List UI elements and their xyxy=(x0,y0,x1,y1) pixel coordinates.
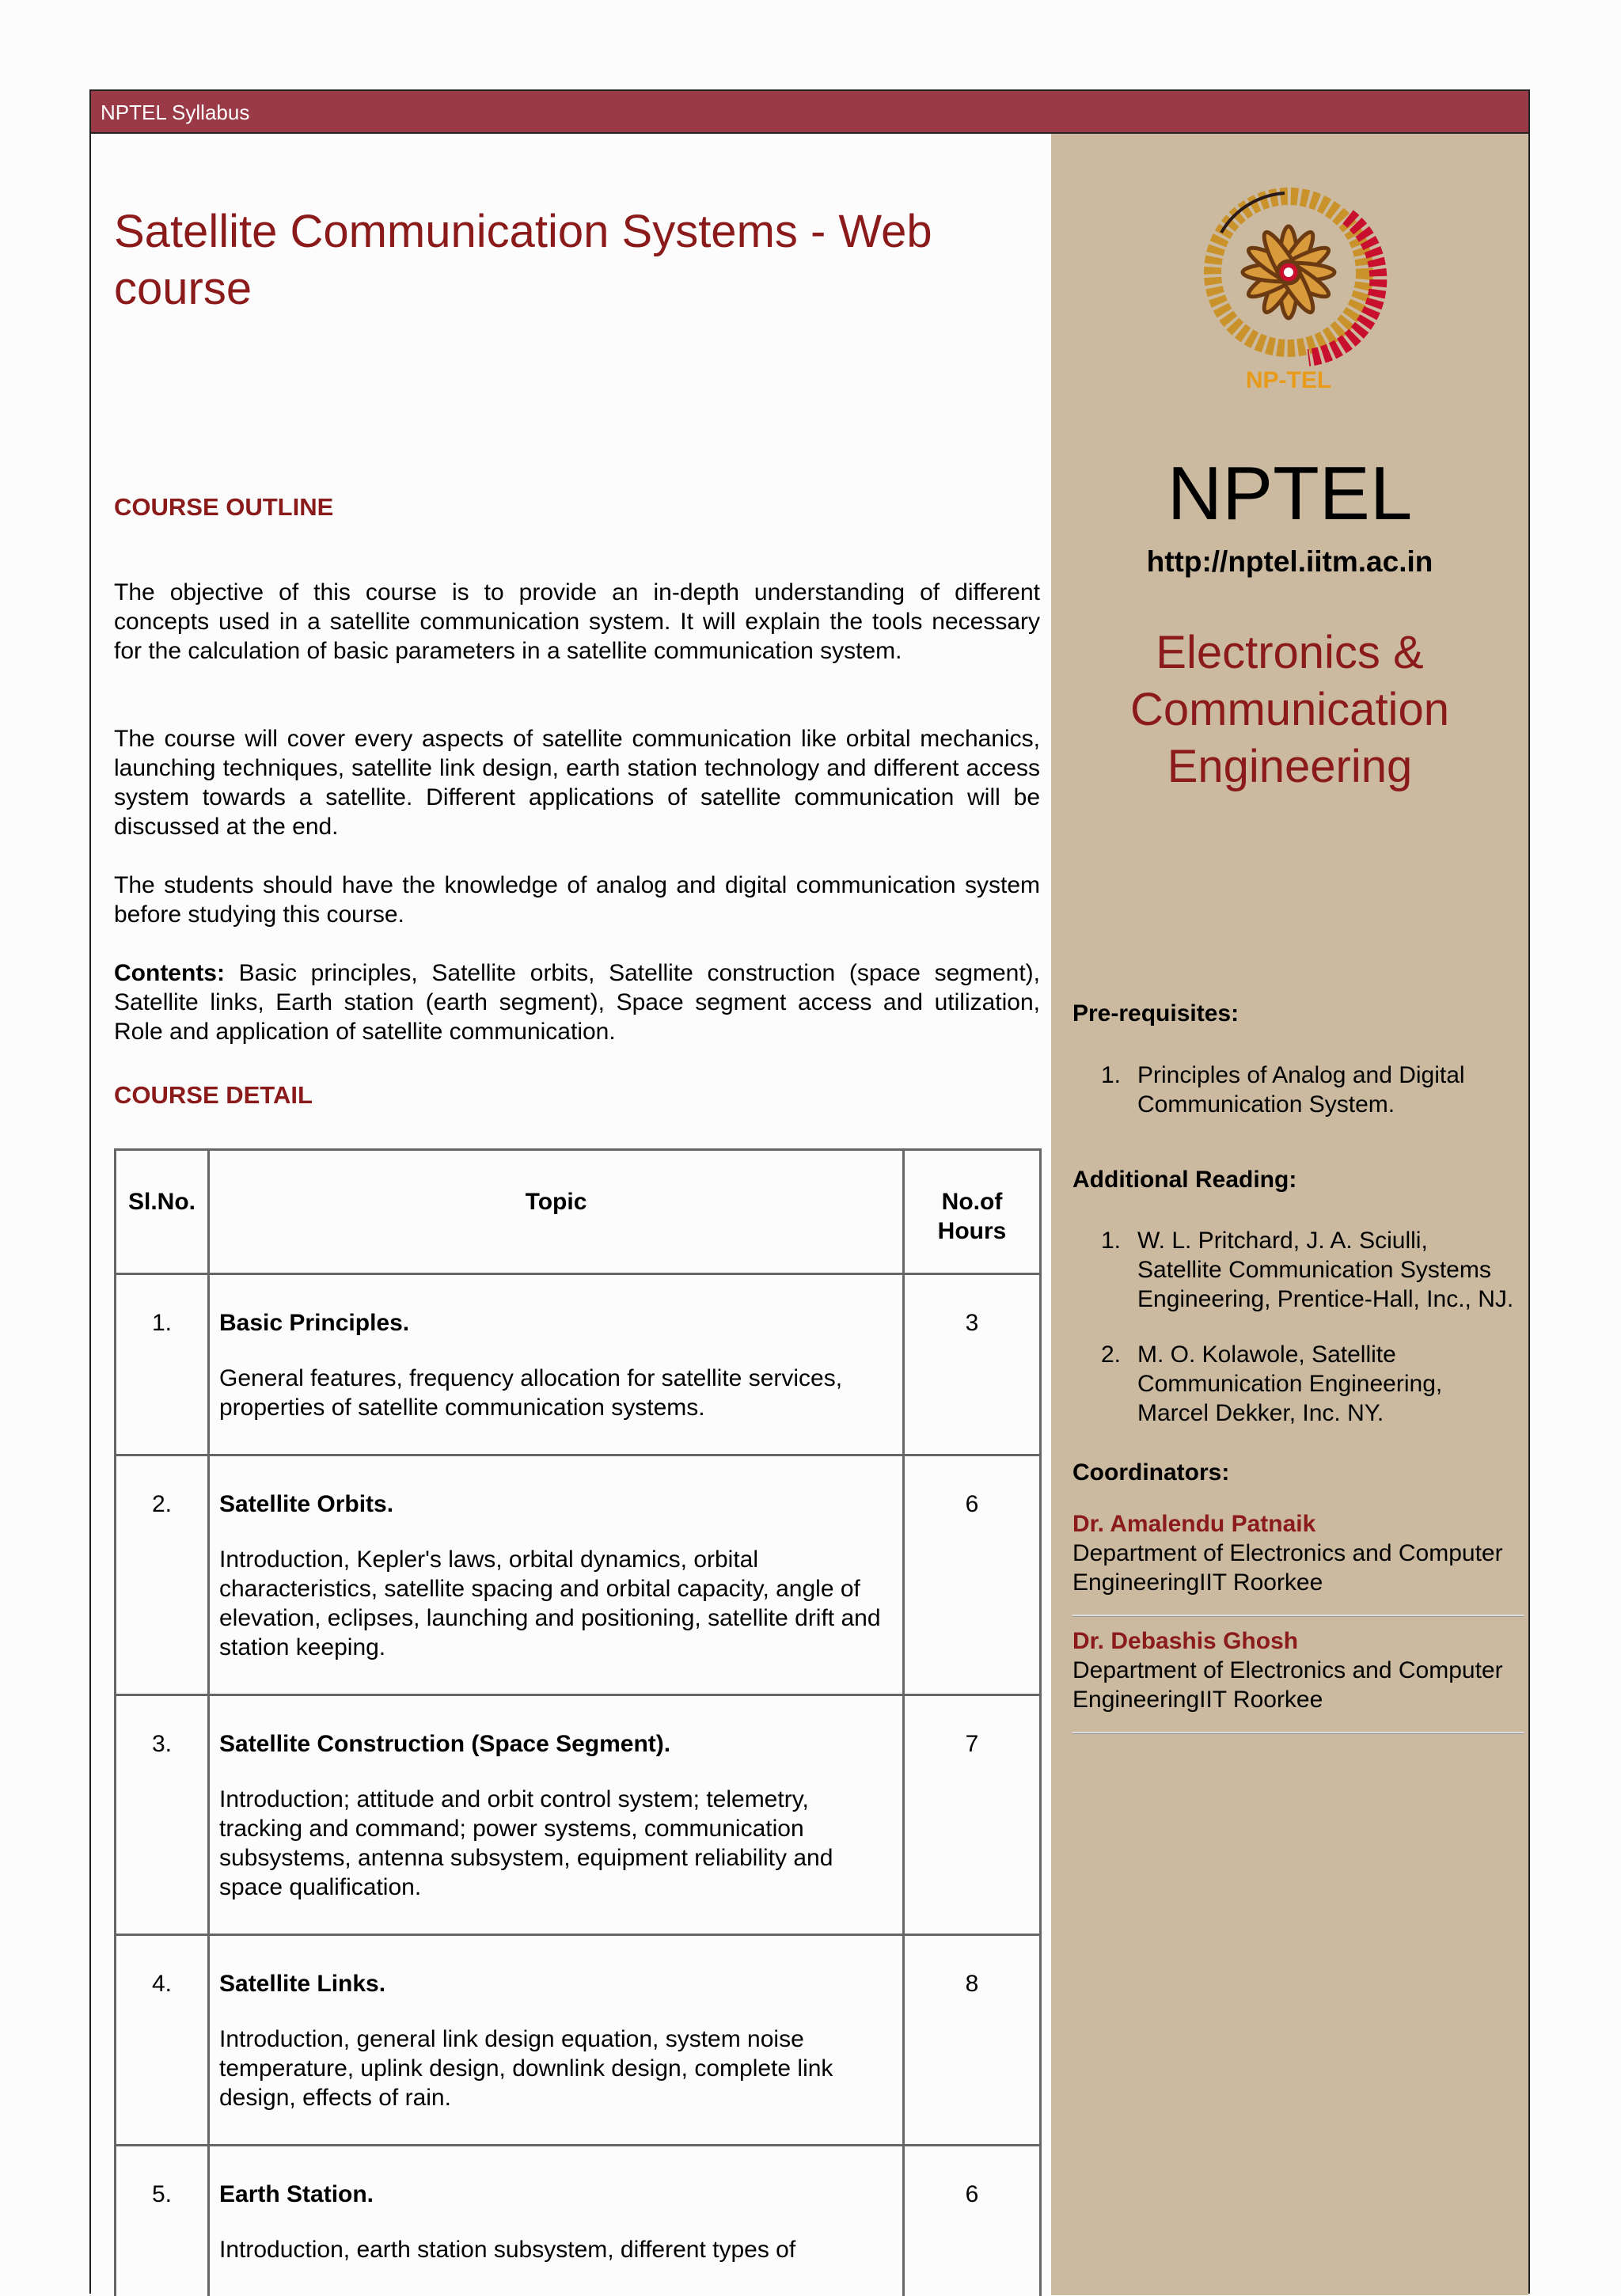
contents-paragraph xyxy=(114,958,1040,1046)
table-row xyxy=(116,1274,1041,1455)
topic-description: Introduction; attitude and orbit control system; telemetry, tracking and command; power systems, communication subsystems, antenna subsystem, equipment reliability and space qualification. xyxy=(219,1785,893,1902)
outline-paragraph: The students should have the knowledge of analog and digital communication system before studying this course. xyxy=(114,871,1040,929)
topic-title: Basic Principles. xyxy=(219,1308,893,1338)
header-hours: No.of Hours xyxy=(904,1150,1041,1274)
topic-description: Introduction, Kepler's laws, orbital dynamics, orbital characteristics, satellite spacing and orbital capacity, angle of elevation, eclipses, launching and positioning, satellite drift and station keeping. xyxy=(219,1545,893,1662)
additional-reading-list xyxy=(1072,1226,1516,1454)
topic-title: Satellite Construction (Space Segment). xyxy=(219,1729,893,1759)
row-sl-no: 4. xyxy=(116,1935,209,2146)
coordinator-department: Department of Electronics and Computer EngineeringIIT Roorkee xyxy=(1072,1656,1524,1714)
department-name: Electronics & Communication Engineering xyxy=(1051,624,1528,795)
contents-label: Contents: xyxy=(114,960,225,986)
row-hours: 3 xyxy=(904,1274,1041,1455)
org-url-link[interactable]: http://nptel.iitm.ac.in xyxy=(1051,545,1528,579)
topic-title: Satellite Links. xyxy=(219,1969,893,1998)
row-sl-no: 2. xyxy=(116,1455,209,1695)
row-sl-no: 5. xyxy=(116,2146,209,2296)
outline-paragraph: The course will cover every aspects of satellite communication like orbital mechanics, launching techniques, satellite link design, earth station technology and different access system towards a satellite. Different applications of satellite communication will be discussed at the end. xyxy=(114,724,1040,841)
nptel-logo-icon xyxy=(1190,185,1403,391)
outline-paragraph: The objective of this course is to provide an in-depth understanding of different concepts used in a satellite communication system. It will explain the tools necessary for the calculation of basic parameters in a satellite communication system. xyxy=(114,578,1040,666)
org-name: NPTEL xyxy=(1051,450,1528,537)
topic-description: Introduction, general link design equation, system noise temperature, uplink design, downlink design, complete link design, effects of rain. xyxy=(219,2025,893,2112)
header-topic: Topic xyxy=(209,1150,904,1274)
row-hours: 6 xyxy=(904,2146,1041,2296)
row-topic xyxy=(209,1935,904,2146)
contents-text: Basic principles, Satellite orbits, Satellite construction (space segment), Satellite links, Earth station (earth segment), Space segment access and utilization, Role and application of satellite communication. xyxy=(114,960,1040,1045)
topic-title: Satellite Orbits. xyxy=(219,1490,893,1519)
divider xyxy=(1072,1732,1524,1734)
topic-title: Earth Station. xyxy=(219,2180,893,2209)
list-number: 1. xyxy=(1101,1061,1121,1090)
table-row xyxy=(116,1935,1041,2146)
coordinator-name[interactable]: Dr. Debashis Ghosh xyxy=(1072,1626,1524,1656)
list-item xyxy=(1072,1226,1516,1314)
list-text: Principles of Analog and Digital Communication System. xyxy=(1137,1062,1465,1118)
row-topic xyxy=(209,1455,904,1695)
course-title: Satellite Communication Systems - Web course xyxy=(114,203,1048,317)
coordinator-department: Department of Electronics and Computer EngineeringIIT Roorkee xyxy=(1072,1539,1524,1597)
additional-reading-heading: Additional Reading: xyxy=(1072,1167,1296,1194)
list-number: 1. xyxy=(1101,1226,1121,1255)
list-text: M. O. Kolawole, Satellite Communication Engineering, Marcel Dekker, Inc. NY. xyxy=(1137,1342,1442,1426)
prerequisites-list xyxy=(1072,1061,1516,1145)
divider xyxy=(1072,1615,1524,1617)
row-hours: 6 xyxy=(904,1455,1041,1695)
course-detail-table xyxy=(114,1148,1042,2296)
row-topic xyxy=(209,2146,904,2296)
logo-text: NP-TEL xyxy=(1246,367,1331,391)
table-row xyxy=(116,1455,1041,1695)
row-hours: 7 xyxy=(904,1695,1041,1935)
header-sl-no: Sl.No. xyxy=(116,1150,209,1274)
table-row xyxy=(116,1695,1041,1935)
row-topic xyxy=(209,1695,904,1935)
coordinator-entry xyxy=(1072,1626,1524,1714)
coordinator-entry xyxy=(1072,1509,1524,1597)
course-detail-heading: COURSE DETAIL xyxy=(114,1081,313,1110)
prerequisites-heading: Pre-requisites: xyxy=(1072,1000,1239,1027)
topic-description: Introduction, earth station subsystem, different types of xyxy=(219,2235,893,2264)
topic-description: General features, frequency allocation for satellite services, properties of satellite communication systems. xyxy=(219,1364,893,1422)
list-item xyxy=(1072,1340,1516,1428)
page-frame xyxy=(89,89,1530,2294)
table-header-row xyxy=(116,1150,1041,1274)
table-row xyxy=(116,2146,1041,2296)
row-sl-no: 1. xyxy=(116,1274,209,1455)
row-sl-no: 3. xyxy=(116,1695,209,1935)
coordinator-name[interactable]: Dr. Amalendu Patnaik xyxy=(1072,1509,1524,1539)
list-number: 2. xyxy=(1101,1340,1121,1369)
list-text: W. L. Pritchard, J. A. Sciulli, Satellite Communication Systems Engineering, Prentice-Hall, Inc., NJ. xyxy=(1137,1228,1513,1312)
sidebar xyxy=(1051,134,1528,2295)
course-outline-heading: COURSE OUTLINE xyxy=(114,493,333,522)
row-topic xyxy=(209,1274,904,1455)
header-bar: NPTEL Syllabus xyxy=(91,91,1528,134)
coordinators-heading: Coordinators: xyxy=(1072,1459,1229,1486)
list-item xyxy=(1072,1061,1516,1119)
row-hours: 8 xyxy=(904,1935,1041,2146)
main-content xyxy=(91,134,1051,2295)
